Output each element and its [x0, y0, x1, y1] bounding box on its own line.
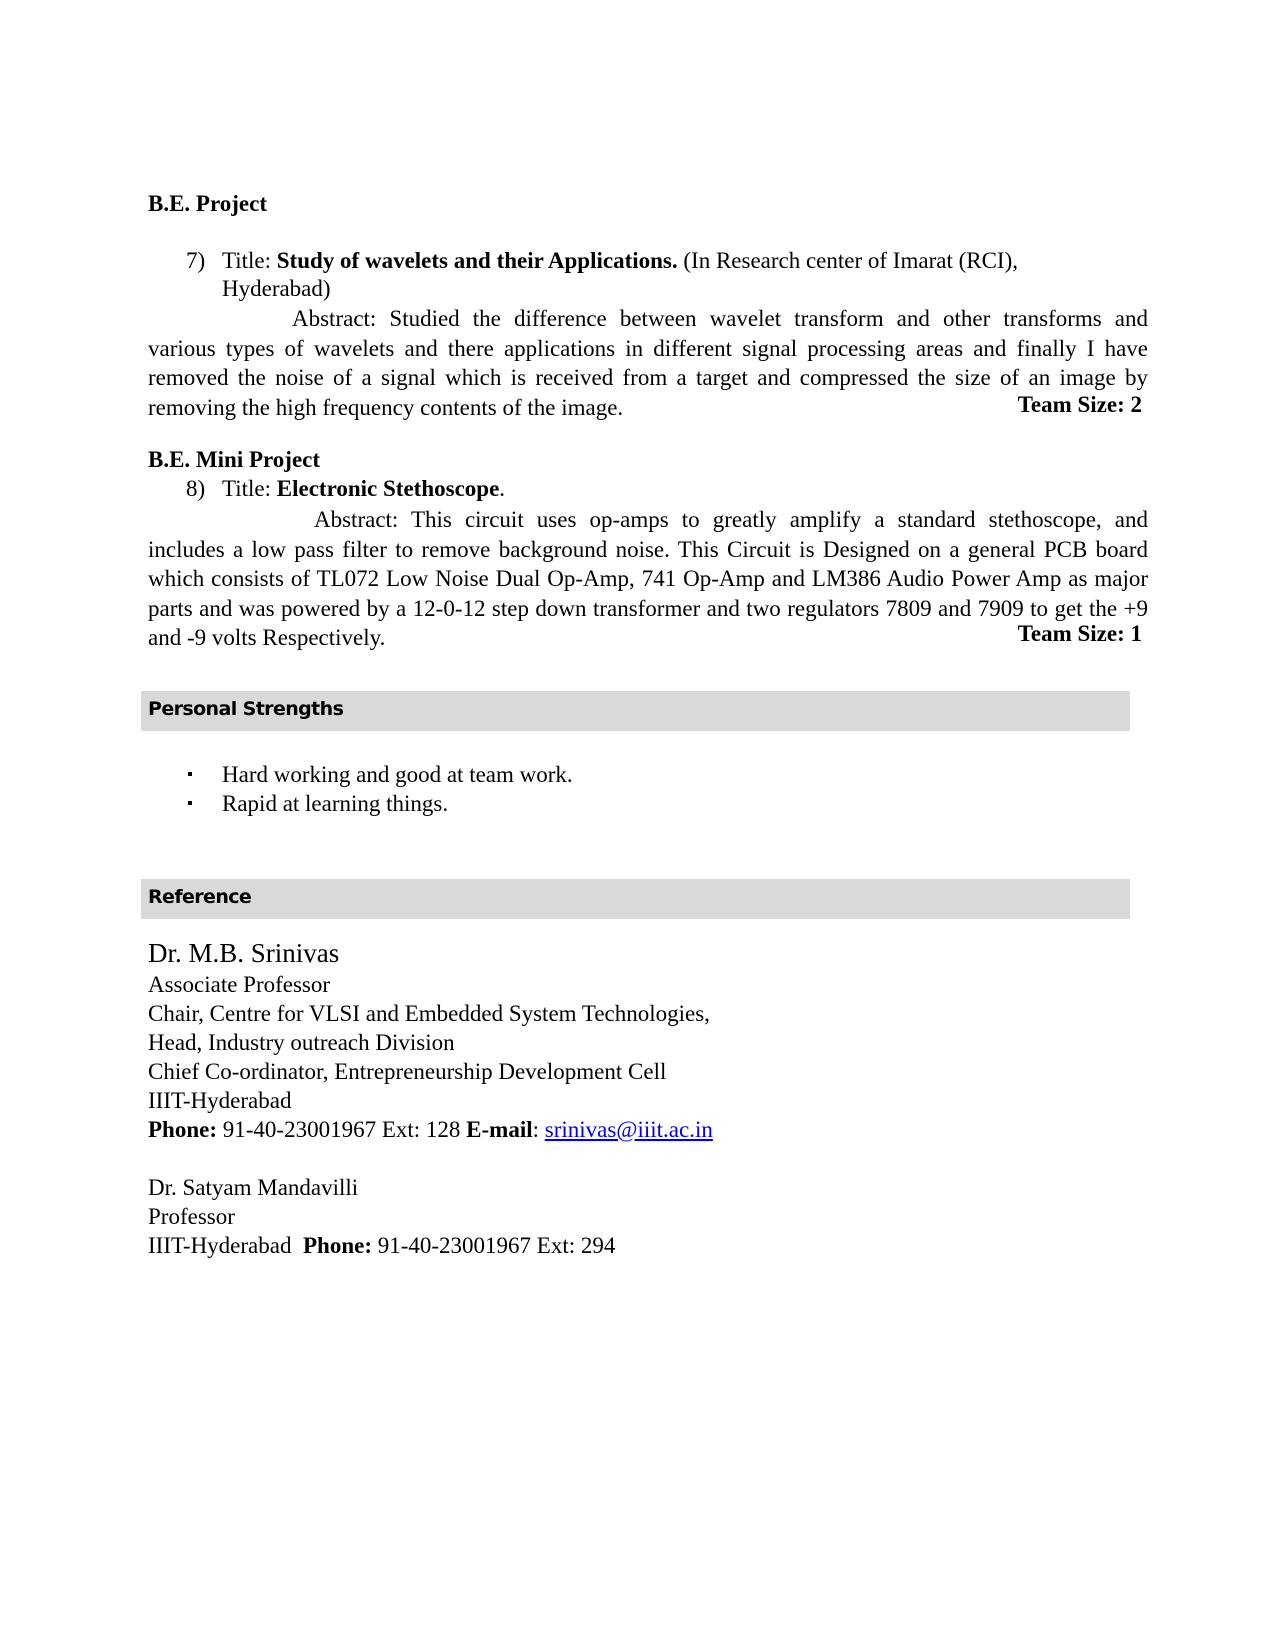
project-7-abstract-label: Abstract: [292, 306, 377, 331]
strength-item: Rapid at learning things. [222, 791, 449, 816]
project-8-abstract [148, 505, 1148, 653]
ref1-email-label: E-mail [466, 1117, 533, 1142]
project-8-number: 8) [186, 476, 206, 501]
project-7-title: Study of wavelets and their Applications. [276, 248, 678, 273]
ref2-org: IIIT-Hyderabad [148, 1233, 303, 1258]
ref1-name: Dr. M.B. Srinivas [148, 938, 340, 968]
ref1-line: Chief Co-ordinator, Entrepreneurship Development Cell [148, 1059, 667, 1084]
project-7-title-location: (In Research center of Imarat (RCI), [677, 248, 1018, 273]
personal-strengths-band [141, 691, 1130, 731]
project-8-team-size: Team Size: 1 [1017, 621, 1142, 646]
be-mini-project-heading: B.E. Mini Project [148, 447, 321, 472]
reference-band [141, 879, 1130, 919]
bullet-icon [188, 801, 192, 805]
ref2-phone-label: Phone: [302, 1233, 372, 1258]
strength-item: Hard working and good at team work. [222, 762, 573, 787]
ref2-title: Professor [148, 1204, 235, 1229]
ref2-contact [148, 1233, 615, 1259]
project-7-team-size: Team Size: 2 [1017, 392, 1142, 417]
personal-strengths-heading: Personal Strengths [148, 698, 344, 720]
ref1-line: Chair, Centre for VLSI and Embedded System Technologies, [148, 1001, 710, 1026]
ref1-contact [148, 1117, 713, 1143]
ref1-email-sep: : [532, 1117, 545, 1142]
project-7-abstract-text: Studied the difference between wavelet transform and other transforms and various types of wavelets and there applications in different signal processing areas and finally I have removed the noise of a signal which is received from a target and compressed the size of an image by removing the high frequency contents of the image. [148, 306, 1149, 420]
ref1-phone-label: Phone: [148, 1117, 217, 1142]
project-7-number: 7) [186, 248, 206, 273]
ref1-phone: 91-40-23001967 Ext: 128 [217, 1117, 467, 1142]
bullet-icon [188, 772, 192, 776]
project-8-title: Electronic Stethoscope [276, 476, 500, 501]
project-8-title-line [222, 476, 505, 502]
reference-heading: Reference [148, 886, 252, 908]
project-8-abstract-text: This circuit uses op-amps to greatly amplify a standard stethoscope, and includes a low pass filter to remove background noise. This Circuit is Designed on a general PCB board which consists of TL072 Low Noise Dual Op-Amp, 741 Op-Amp and LM386 Audio Power Amp as major parts and was powered by a 12-0-12 step down transformer and two regulators 7809 and 7909 to get the +9 and -9 volts Respectively. [148, 507, 1148, 650]
ref1-line: Associate Professor [148, 972, 331, 997]
ref1-email-link[interactable]: srinivas@iiit.ac.in [544, 1117, 713, 1142]
be-project-heading: B.E. Project [148, 191, 268, 216]
ref2-phone: 91-40-23001967 Ext: 294 [371, 1233, 616, 1258]
ref1-line: IIIT-Hyderabad [148, 1088, 292, 1113]
project-7-title-location-cont: Hyderabad) [222, 276, 331, 301]
project-8-title-prefix: Title: [222, 476, 277, 501]
project-7-title-line [222, 248, 1018, 274]
project-7-title-prefix: Title: [222, 248, 277, 273]
project-7-abstract [148, 304, 1148, 422]
ref2-name: Dr. Satyam Mandavilli [148, 1175, 359, 1200]
ref1-line: Head, Industry outreach Division [148, 1030, 455, 1055]
project-8-abstract-label: Abstract: [314, 507, 399, 532]
project-8-title-period: . [499, 476, 506, 501]
